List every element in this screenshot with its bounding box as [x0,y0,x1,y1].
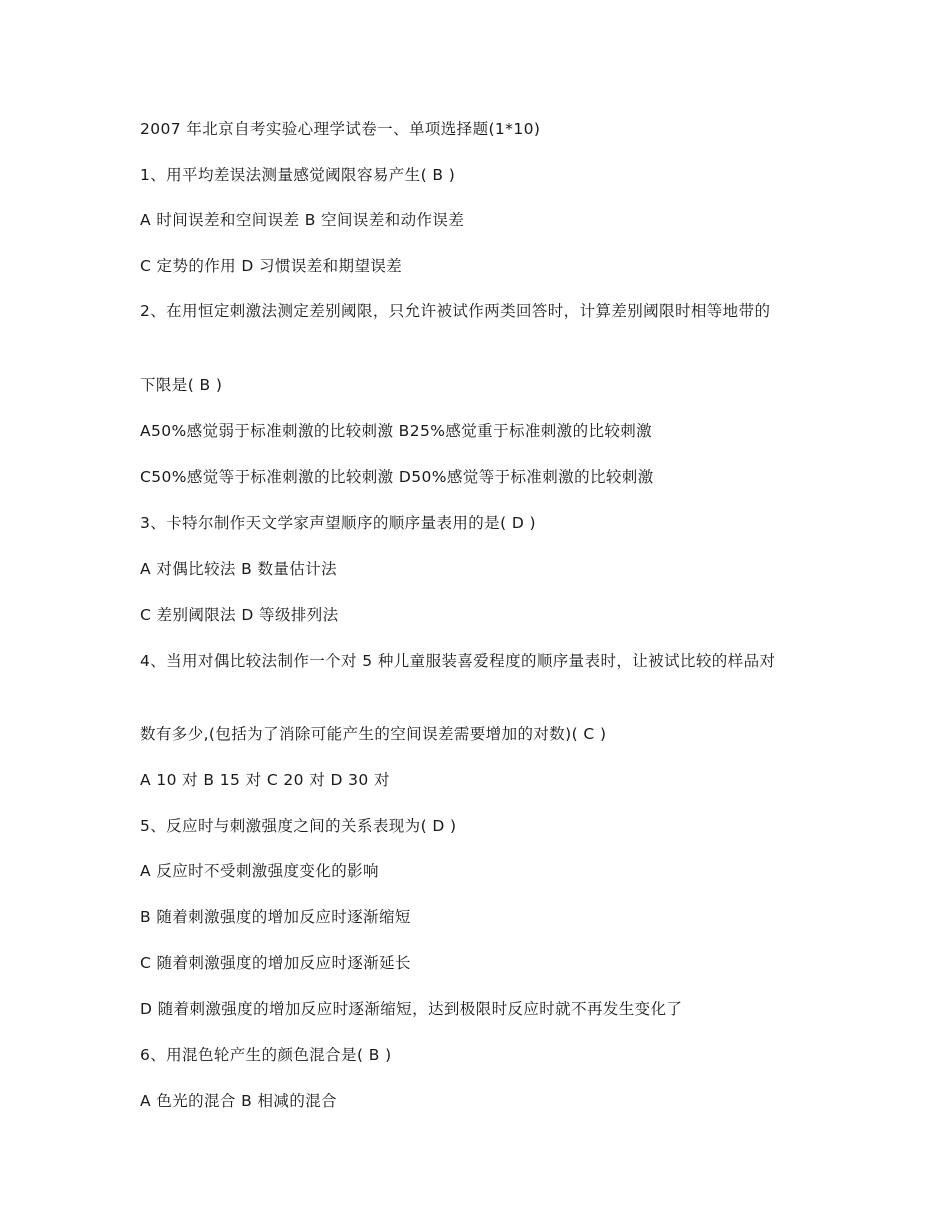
question-5: 5、反应时与刺激强度之间的关系表现为( D ) [140,817,457,835]
question-5-option-c: C 随着刺激强度的增加反应时逐渐延长 [140,954,411,972]
question-1-options-cd: C 定势的作用 D 习惯误差和期望误差 [140,257,403,275]
question-1: 1、用平均差误法测量感觉阈限容易产生( B ) [140,166,456,184]
question-5-option-a: A 反应时不受刺激强度变化的影响 [140,862,379,880]
question-3: 3、卡特尔制作天文学家声望顺序的顺序量表用的是( D ) [140,514,536,532]
question-4: 4、当用对偶比较法制作一个对 5 种儿童服装喜爱程度的顺序量表时，让被试比较的样品对 [140,652,776,670]
document-title: 2007 年北京自考实验心理学试卷一、单项选择题(1*10) [140,120,541,138]
question-6: 6、用混色轮产生的颜色混合是( B ) [140,1046,392,1064]
question-2-options-ab: A50%感觉弱于标准刺激的比较刺激 B25%感觉重于标准刺激的比较刺激 [140,422,653,440]
question-6-options-ab: A 色光的混合 B 相减的混合 [140,1092,338,1110]
question-5-option-b: B 随着刺激强度的增加反应时逐渐缩短 [140,908,411,926]
question-3-options-ab: A 对偶比较法 B 数量估计法 [140,560,338,578]
question-2: 2、在用恒定刺激法测定差别阈限，只允许被试作两类回答时，计算差别阈限时相等地带的 [140,302,771,320]
question-5-option-d: D 随着刺激强度的增加反应时逐渐缩短，达到极限时反应时就不再发生变化了 [140,1000,683,1018]
question-2-continued: 下限是( B ) [140,376,223,394]
question-1-options-ab: A 时间误差和空间误差 B 空间误差和动作误差 [140,211,465,229]
question-2-options-cd: C50%感觉等于标准刺激的比较刺激 D50%感觉等于标准刺激的比较刺激 [140,468,654,486]
question-4-continued: 数有多少,(包括为了消除可能产生的空间误差需要增加的对数)( C ) [140,725,607,743]
question-4-options: A 10 对 B 15 对 C 20 对 D 30 对 [140,771,390,789]
question-3-options-cd: C 差别阈限法 D 等级排列法 [140,606,339,624]
